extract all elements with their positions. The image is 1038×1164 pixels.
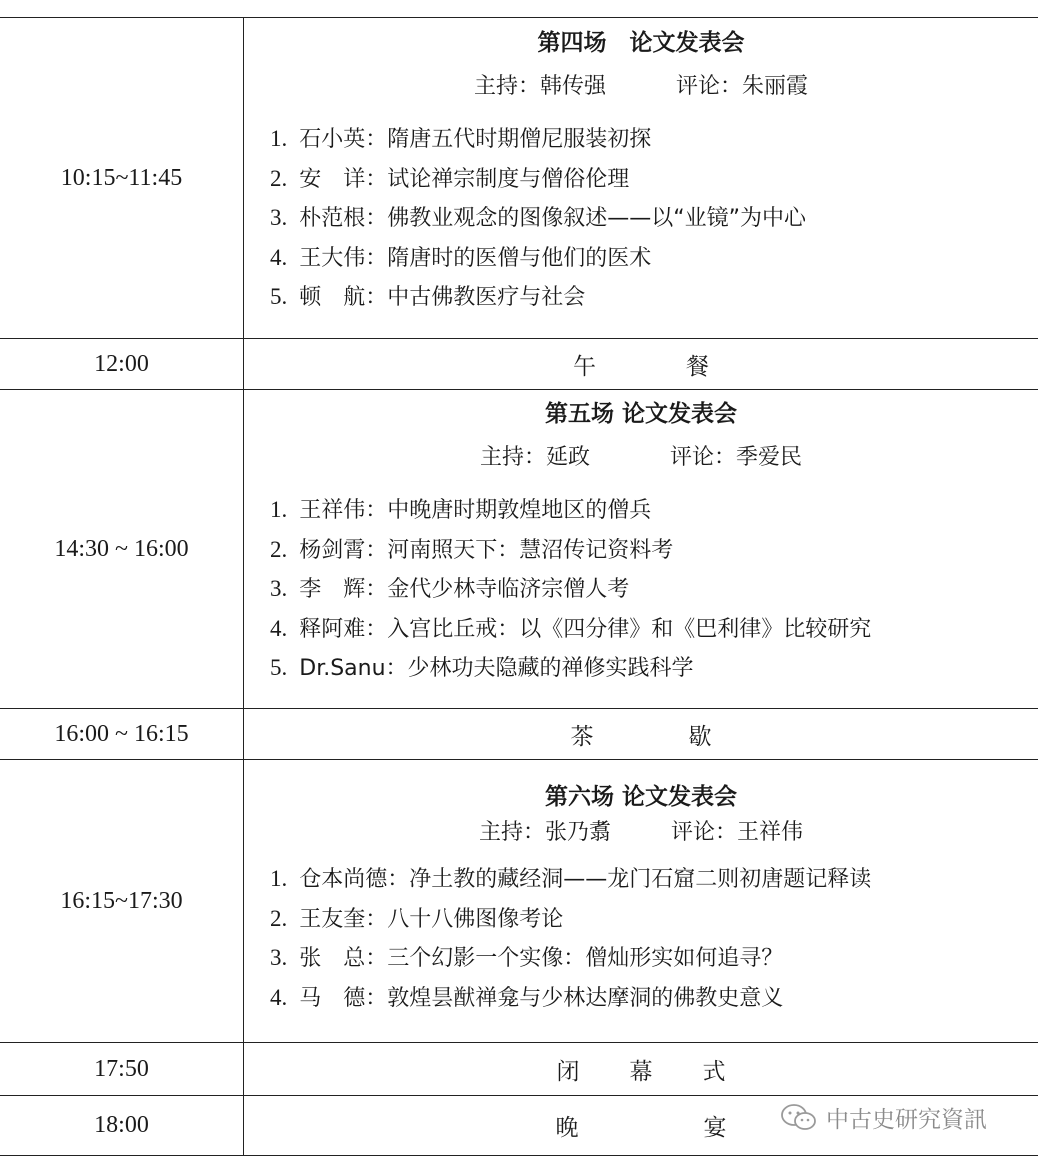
list-item	[270, 860, 1038, 900]
item-number: 2.	[270, 165, 288, 191]
paper-text: 马 德：敦煌昙猷禅龛与少林达摩洞的佛教史意义	[299, 985, 784, 1011]
list-item	[270, 649, 1038, 689]
time-cell: 18:00	[0, 1096, 244, 1156]
time-cell: 16:00 ~ 16:15	[0, 709, 244, 760]
break-char: 宴	[703, 1115, 727, 1141]
break-char: 幕	[629, 1058, 653, 1085]
item-number: 2.	[270, 905, 288, 931]
item-number: 1.	[270, 126, 288, 152]
session-title: 第五场 论文发表会	[544, 401, 737, 428]
list-item	[270, 199, 1038, 239]
paper-text: 王友奎：八十八佛图像考论	[299, 906, 564, 932]
host-label: 主持：韩传强	[473, 74, 606, 100]
list-item	[270, 278, 1038, 318]
break-char: 晚	[555, 1115, 579, 1141]
break-row	[0, 339, 1038, 390]
commentator-label: 评论：朱丽霞	[676, 74, 809, 100]
break-row	[0, 1043, 1038, 1096]
item-number: 4.	[270, 615, 288, 641]
break-char: 午	[573, 353, 596, 380]
session-title: 第六场 论文发表会	[544, 784, 737, 810]
list-item	[270, 939, 1038, 979]
wechat-icon	[780, 1103, 818, 1133]
list-item	[270, 239, 1038, 279]
host-label: 主持：张乃翥	[478, 820, 611, 845]
session-row	[0, 18, 1038, 339]
item-number: 5.	[270, 284, 288, 310]
session-hosts	[244, 440, 1038, 471]
paper-text: 杨剑霄：河南照天下：慧沼传记资料考	[299, 537, 674, 563]
session-hosts	[244, 815, 1038, 846]
list-item	[270, 570, 1038, 610]
break-char: 餐	[686, 353, 709, 380]
paper-text: 朴范根：佛教业观念的图像叙述——以“业镜”为中心	[299, 206, 807, 232]
list-item	[270, 900, 1038, 940]
paper-text: 安 详：试论禅宗制度与僧俗伦理	[299, 166, 630, 192]
paper-text: 王大伟：隋唐时的医僧与他们的医术	[299, 245, 652, 271]
commentator-label: 评论：季爱民	[670, 445, 803, 471]
break-row	[0, 709, 1038, 760]
time-cell: 17:50	[0, 1043, 244, 1096]
time-cell: 10:15~11:45	[0, 18, 244, 339]
list-item	[270, 160, 1038, 200]
break-label	[244, 709, 1038, 760]
list-item	[270, 610, 1038, 650]
break-label	[244, 1043, 1038, 1096]
item-number: 3.	[270, 205, 288, 231]
session-hosts	[244, 69, 1038, 100]
break-char: 式	[702, 1058, 726, 1085]
break-char: 茶	[570, 723, 594, 750]
break-char: 歇	[688, 723, 712, 750]
item-number: 3.	[270, 576, 288, 602]
paper-text: 顿 航：中古佛教医疗与社会	[299, 285, 586, 311]
list-item	[270, 491, 1038, 531]
time-cell: 14:30 ~ 16:00	[0, 390, 244, 709]
list-item	[270, 531, 1038, 571]
break-char: 闭	[556, 1058, 580, 1085]
session-content	[244, 18, 1038, 339]
paper-text: 王祥伟：中晚唐时期敦煌地区的僧兵	[299, 498, 652, 524]
session-content	[244, 760, 1038, 1043]
commentator-label: 评论：王祥伟	[671, 820, 804, 845]
paper-text: 释阿难：入宫比丘戒：以《四分律》和《巴利律》比较研究	[299, 616, 872, 642]
time-cell: 16:15~17:30	[0, 760, 244, 1043]
watermark	[780, 1101, 987, 1134]
item-number: 4.	[270, 244, 288, 270]
paper-text: 李 辉：金代少林寺临济宗僧人考	[299, 577, 630, 603]
session-row	[0, 760, 1038, 1043]
item-number: 4.	[270, 984, 288, 1010]
list-item	[270, 979, 1038, 1019]
paper-text: Dr.Sanu：少林功夫隐藏的禅修实践科学	[299, 656, 694, 682]
session-title: 第四场 论文发表会	[537, 30, 745, 57]
item-number: 3.	[270, 945, 288, 970]
session-row	[0, 390, 1038, 709]
paper-text: 仓本尚德：净土教的藏经洞——龙门石窟二则初唐题记释读	[299, 867, 872, 892]
paper-text: 张 总：三个幻影一个实像：僧灿形实如何追寻？	[299, 946, 784, 971]
item-number: 5.	[270, 655, 288, 681]
schedule-table	[0, 17, 1038, 1156]
list-item	[270, 120, 1038, 160]
time-cell: 12:00	[0, 339, 244, 390]
break-label	[244, 339, 1038, 390]
paper-list	[270, 491, 1038, 689]
item-number: 1.	[270, 866, 288, 891]
paper-list	[270, 120, 1038, 318]
item-number: 1.	[270, 497, 288, 523]
host-label: 主持：延政	[479, 445, 590, 471]
item-number: 2.	[270, 536, 288, 562]
session-content	[244, 390, 1038, 709]
paper-list	[270, 860, 1038, 1018]
paper-text: 石小英：隋唐五代时期僧尼服装初探	[299, 127, 652, 153]
watermark-text: 中古史研究資訊	[826, 1107, 987, 1133]
